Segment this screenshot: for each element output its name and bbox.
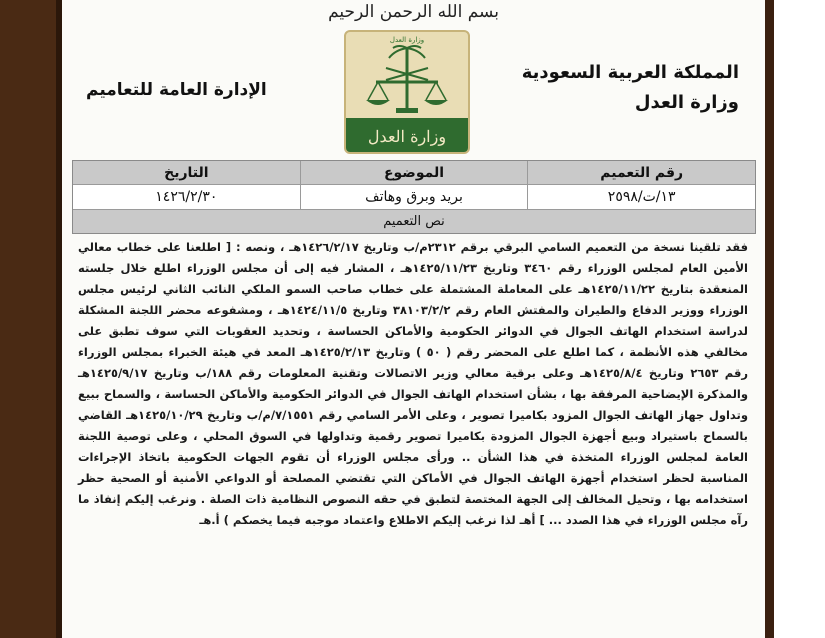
issuer-header: [522, 58, 739, 118]
table-header-row: [73, 161, 755, 184]
header-date: التاريخ: [73, 161, 301, 184]
ministry-name: وزارة العدل: [634, 92, 739, 113]
circular-text-header: نص التعميم: [73, 209, 755, 233]
department-name: الإدارة العامة للتعاميم: [86, 80, 267, 100]
subject-value: بريد وبرق وهاتف: [301, 185, 529, 209]
logo-top-text: وزارة العدل: [389, 36, 425, 44]
basmala-heading: بسم الله الرحمن الرحيم: [328, 2, 499, 22]
circular-number-value: ١٣/ت/٢٥٩٨: [607, 189, 676, 205]
right-frame-border: [765, 0, 774, 638]
left-frame-border: [0, 0, 62, 638]
circular-body-text: فقد تلقينا نسخة من التعميم السامي البرقي برقم ٢٣١٢م/ب وتاريخ ١٤٢٦/٢/١٧هـ ، ونصه : [ اطلعنا على خطاب معالي الأمين العام لمجلس الوزراء رقم ٣٤٦٠ وتاريخ ١٤٢٥/١١/٢٣هـ ، المشار فيه إلى أن مجلس الوزراء اطلع خلال جلسته المنعقدة بتاريخ ١٤٢٥/١١/٢٢هـ على المعاملة المشتملة على خطاب صاحب السمو الملكي النائب الثاني لرئيس مجلس الوزراء ووزير الدفاع والطيران والمفتش العام رقم ٣٨١٠٣/٢/٢ وتاريخ ١٤٢٤/١١/٥هـ ، ومشفوعه محضر اللجنة المشكلة لدراسة استخدام الهاتف الجوال في الدوائر الحكومية والأماكن الحساسة ، وتحديد العقوبات التي سوف تطبق على مخالفي هذه الأنظمة ، كما اطلع على المحضر رقم ( ٥٠ ) وتاريخ ١٤٢٥/٢/١٣هـ المعد في هيئة الخبراء بمجلس الوزراء رقم ٢٦٥٣ وتاريخ ١٤٢٥/٨/٤هـ وعلى برقية معالي وزير الاتصالات وتقنية المعلومات رقم ١٨٨/ب وتاريخ ١٤٢٥/٩/١٧هـ والمذكرة الإيضاحية المرفقة بها ، بشأن استخدام الهاتف الجوال في الدوائر الحكومية والأماكن الحساسة ، والسماح ببيع وتداول جهاز الهاتف الجوال المزود بكاميرا تصوير ، وعلى الأمر السامي رقم ٧/١٥٥١/م/ب وتاريخ ١٤٢٥/١٠/٢٩هـ القاضي بالسماح باستيراد وبيع أجهزة الجوال المزودة بكاميرا تصوير رقمية وتداولها في السوق المحلي ، وعلى توصية اللجنة العامة لمجلس الوزراء المتخذة في هذا الشأن .. ورأى مجلس الوزراء أن تقوم الجهات الحكومية باتخاذ الإجراءات المناسبة لحظر استخدام أجهزة الهاتف الجوال في الأماكن التي تقتضي المصلحة أو الدواعي الأمنية أو الصحية حظر استخدامه بها ، وتحيل المخالف إلى الجهة المختصة لتطبق في حقه النصوص النظامية ذات الصلة . ونرغب إليكم إنفاذ ما رآه مجلس الوزراء في هذا الصدد ... ] أهـ لذا نرغب إليكم الاطلاع واعتماد موجبه فيما يخصكم ) أ.هـ: [78, 240, 749, 527]
date-value: ١٤٢٦/٢/٣٠: [73, 185, 301, 209]
circular-document: [62, 0, 765, 638]
logo-band-text: وزارة العدل: [367, 127, 447, 146]
header-circular-number: رقم التعميم: [600, 164, 684, 181]
table-value-row: [73, 184, 755, 209]
kingdom-name: المملكة العربية السعودية: [521, 62, 739, 83]
ministry-logo: [344, 30, 470, 154]
header-subject: الموضوع: [301, 161, 529, 184]
circular-info-table: [72, 160, 756, 234]
